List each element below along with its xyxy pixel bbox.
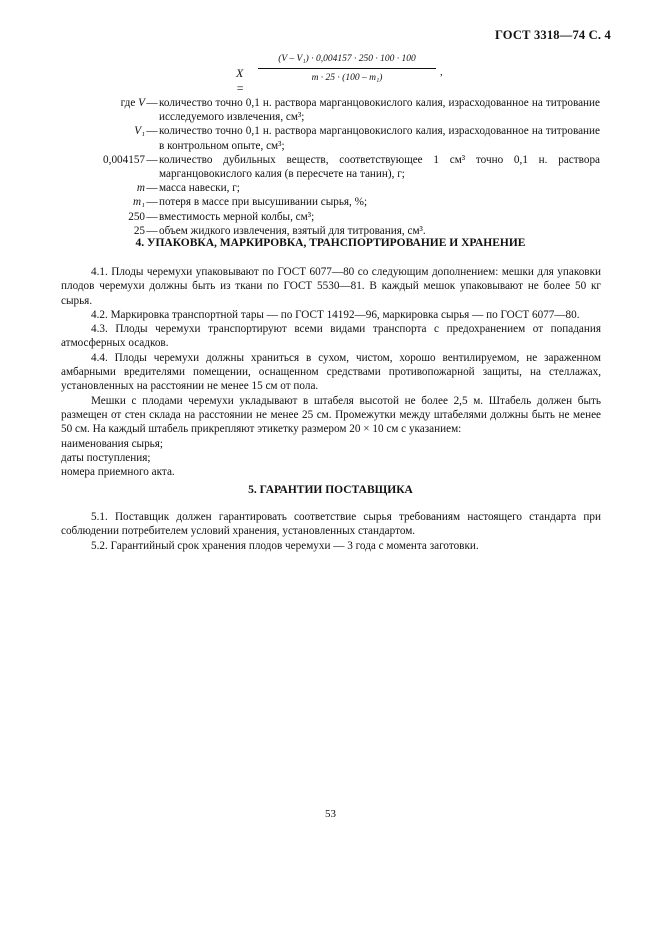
definition-text: потеря в массе при высушивании сырья, %;	[159, 196, 368, 209]
section-body	[61, 510, 601, 553]
definition-symbol: V₁	[134, 125, 145, 138]
paragraph: 4.4. Плоды черемухи должны храниться в сухом, чистом, хорошо вентилируемом, не зараженном амбарными вредителями помещении, оснащенном средствами противопожарной защиты, на стеллажах, установленных на расстоянии не менее 15 см от пола.	[61, 351, 601, 393]
definition-item: V₁ — количество точно 0,1 н. раствора марганцовокислого калия, израсходованное на титрование в контрольном опыте, см³;	[134, 125, 600, 152]
paragraph: Мешки с плодами черемухи укладывают в штабеля высотой не более 2,5 м. Штабель должен быть размещен от стен склада на расстоянии не менее 25 см. Промежутки между штабелями должны быть не менее 50 см. На каждый штабель прикрепляют этикетку размером 20 × 10 см с указанием:	[61, 394, 601, 436]
paragraph: 5.2. Гарантийный срок хранения плодов черемухи — 3 года с момента заготовки.	[91, 539, 479, 552]
formula-lhs: X =	[236, 66, 245, 95]
definition-item: 250 — вместимость мерной колбы, см³;	[60, 210, 600, 224]
definition-item: m — масса навески, г;	[60, 181, 600, 195]
page-number: 53	[325, 808, 336, 820]
definition-symbol: 0,004157	[103, 153, 145, 166]
fraction-bar	[258, 68, 436, 69]
list-item: номера приемного акта.	[61, 466, 175, 479]
formula-denominator: m · 25 · (100 – m₁)	[311, 73, 383, 83]
definition-item: 0,004157 — количество дубильных веществ, соответствующее 1 см³ точно 0,1 н. раствора марганцовокислого калия (в пересчете на танин), г;	[103, 153, 600, 181]
list-item: наименования сырья;	[61, 437, 164, 450]
paragraph: 5.1. Поставщик должен гарантировать соответствие сырья требованиям настоящего стандарта при соблюдении потребителем условий хранения, установленных стандартом.	[61, 511, 601, 538]
formula-trailing: ,	[440, 66, 443, 78]
definition-item: m₁ — потеря в массе при высушивании сырья, %;	[60, 195, 600, 209]
paragraph: 4.2. Маркировка транспортной тары — по ГОСТ 14192—96, маркировка сырья — по ГОСТ 6077—80.	[91, 308, 580, 321]
paragraph: 4.1. Плоды черемухи упаковывают по ГОСТ 6077—80 со следующим дополнением: мешки для упаковки плодов черемухи должны быть из ткани по ГОСТ 5530—81. В каждый мешок упаковывают не более 50 кг сырья.	[61, 266, 601, 307]
definition-item: 25 — объем жидкого извлечения, взятый для титрования, см³.	[60, 224, 600, 238]
section-body	[61, 265, 601, 479]
formula-fraction	[258, 54, 436, 83]
definition-text: количество дубильных веществ, соответствующее 1 см³ точно 0,1 н. раствора марганцовокислого калия (в пересчете на танин), г;	[159, 153, 600, 181]
definition-symbol: m	[136, 182, 145, 195]
definition-symbol: 250	[128, 210, 145, 223]
definitions-list	[60, 96, 600, 238]
definition-symbol: 25	[133, 224, 145, 237]
definition-text: количество точно 0,1 н. раствора марганцовокислого калия, израсходованное на титрование в контрольном опыте, см³;	[159, 125, 600, 152]
definition-symbol: m₁	[133, 196, 145, 209]
definition-item: где V — количество точно 0,1 н. раствора марганцовокислого калия, израсходованное на титрование исследуемого извлечения, см³;	[120, 97, 600, 124]
section-title: 5. ГАРАНТИИ ПОСТАВЩИКА	[248, 484, 413, 496]
definition-text: вместимость мерной колбы, см³;	[159, 210, 315, 223]
definition-text: объем жидкого извлечения, взятый для титрования, см³.	[159, 224, 426, 237]
section-title: 4. УПАКОВКА, МАРКИРОВКА, ТРАНСПОРТИРОВАНИЕ И ХРАНЕНИЕ	[135, 237, 526, 249]
definition-text: масса навески, г;	[159, 182, 240, 195]
list-item: даты поступления;	[61, 451, 151, 464]
definition-prefix: где	[120, 97, 139, 109]
definition-symbol: V	[138, 97, 145, 109]
page-header: ГОСТ 3318—74 С. 4	[494, 28, 611, 42]
paragraph: 4.3. Плоды черемухи транспортируют всеми видами транспорта с предохранением от попадания атмосферных осадков.	[61, 323, 601, 350]
formula-numerator: (V – V₁) · 0,004157 · 250 · 100 · 100	[278, 54, 416, 64]
definition-text: количество точно 0,1 н. раствора марганцовокислого калия, израсходованное на титрование исследуемого извлечения, см³;	[159, 97, 600, 124]
